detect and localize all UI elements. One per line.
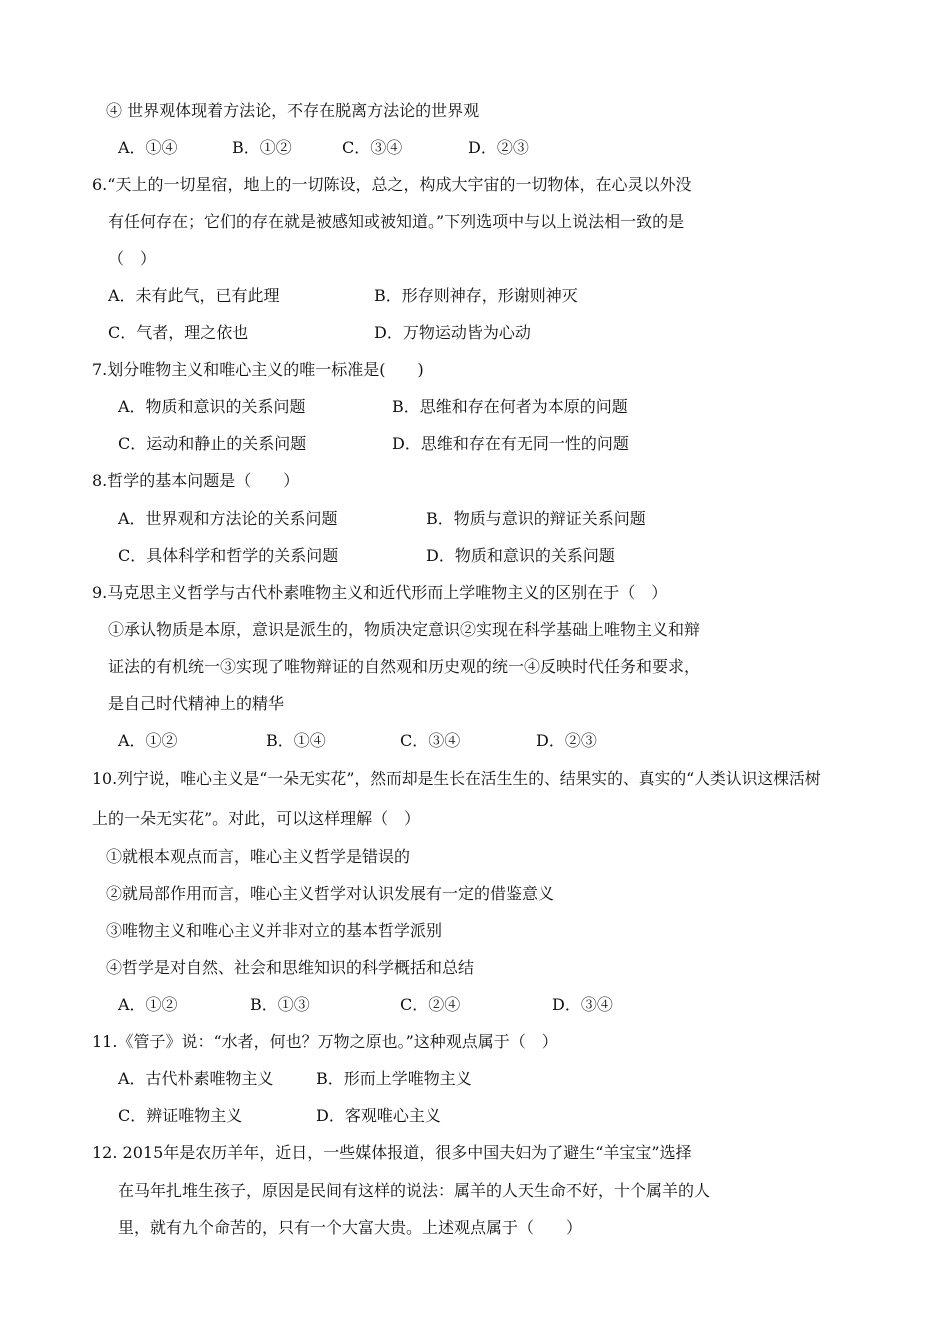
q5-choice-d: D．②③	[468, 138, 529, 157]
q7-choice-d: D．思维和存在有无同一性的问题	[392, 434, 629, 453]
q7-stem: 7.划分唯物主义和唯心主义的唯一标准是( )	[92, 360, 424, 379]
q6-answer-bracket: （ ）	[108, 249, 157, 268]
q12-stem-line1: 12. 2015年是农历羊年，近日，一些媒体报道，很多中国夫妇为了避生“羊宝宝”选择	[92, 1143, 692, 1162]
q10-item-3: ③唯物主义和唯心主义并非对立的基本哲学派别	[106, 921, 443, 940]
q6-choice-b: B．形存则神存，形谢则神灭	[374, 286, 578, 305]
q11-choice-a: A．古代朴素唯物主义	[118, 1069, 274, 1088]
q6-choice-d: D．万物运动皆为心动	[374, 323, 531, 342]
q8-choice-c: C．具体科学和哲学的关系问题	[118, 546, 339, 565]
q6-stem-line1: 6.“天上的一切星宿，地上的一切陈设，总之，构成大宇宙的一切物体，在心灵以外没	[92, 175, 692, 194]
q9-choice-d: D．②③	[536, 731, 597, 750]
q7-choice-a: A．物质和意识的关系问题	[118, 397, 306, 416]
q5-choice-b: B．①②	[232, 138, 292, 157]
q10-item-4: ④哲学是对自然、社会和思维知识的科学概括和总结	[106, 958, 475, 977]
q8-choice-b: B．物质与意识的辩证关系问题	[426, 509, 646, 528]
q10-choice-c: C．②④	[400, 995, 461, 1014]
q6-choice-c: C．气者，理之依也	[108, 323, 249, 342]
q9-body-line1: ①承认物质是本原，意识是派生的，物质决定意识②实现在科学基础上唯物主义和辩	[108, 620, 701, 639]
q9-choice-c: C．③④	[400, 731, 461, 750]
q8-stem: 8.哲学的基本问题是（ ）	[92, 471, 300, 490]
q7-choice-c: C．运动和静止的关系问题	[118, 434, 307, 453]
q9-body-line2: 证法的有机统一③实现了唯物辩证的自然观和历史观的统一④反映时代任务和要求，	[108, 657, 701, 676]
q10-choice-b: B．①③	[250, 995, 310, 1014]
q11-stem: 11.《管子》说：“水者，何也？万物之原也。”这种观点属于（ ）	[92, 1032, 558, 1051]
q10-item-2: ②就局部作用而言，唯心主义哲学对认识发展有一定的借鉴意义	[106, 884, 555, 903]
q6-stem-line2: 有任何存在；它们的存在就是被感知或被知道。”下列选项中与以上说法相一致的是	[108, 212, 685, 231]
q10-stem-line2: 上的一朵无实花”。对此，可以这样理解（ ）	[92, 809, 421, 828]
q10-item-1: ①就根本观点而言，唯心主义哲学是错误的	[106, 847, 411, 866]
q11-choice-c: C．辨证唯物主义	[118, 1106, 243, 1125]
q7-choice-b: B．思维和存在何者为本原的问题	[392, 397, 628, 416]
q9-stem: 9.马克思主义哲学与古代朴素唯物主义和近代形而上学唯物主义的区别在于（ ）	[92, 583, 668, 602]
q12-stem-line3: 里，就有九个命苦的，只有一个大富大贵。上述观点属于（ ）	[118, 1218, 583, 1237]
q5-option-4: ④ 世界观体现着方法论，不存在脱离方法论的世界观	[106, 101, 480, 120]
q8-choice-d: D．物质和意识的关系问题	[426, 546, 615, 565]
q5-choice-c: C．③④	[342, 138, 403, 157]
q10-stem-line1: 10.列宁说，唯心主义是“一朵无实花”，然而却是生长在活生生的、结果实的、真实的“人类认识这棵活树	[92, 769, 821, 788]
q11-choice-b: B．形而上学唯物主义	[316, 1069, 472, 1088]
q6-choice-a: A．未有此气，已有此理	[108, 286, 280, 305]
q12-stem-line2: 在马年扎堆生孩子，原因是民间有这样的说法：属羊的人天生命不好，十个属羊的人	[118, 1181, 711, 1200]
q9-choice-a: A．①②	[118, 731, 178, 750]
q11-choice-d: D．客观唯心主义	[316, 1106, 441, 1125]
q9-choice-b: B．①④	[266, 731, 326, 750]
q8-choice-a: A．世界观和方法论的关系问题	[118, 509, 338, 528]
q5-choice-a: A．①④	[118, 138, 178, 157]
q10-choice-d: D．③④	[552, 995, 613, 1014]
q9-body-line3: 是自己时代精神上的精华	[108, 694, 285, 713]
q10-choice-a: A．①②	[118, 995, 178, 1014]
